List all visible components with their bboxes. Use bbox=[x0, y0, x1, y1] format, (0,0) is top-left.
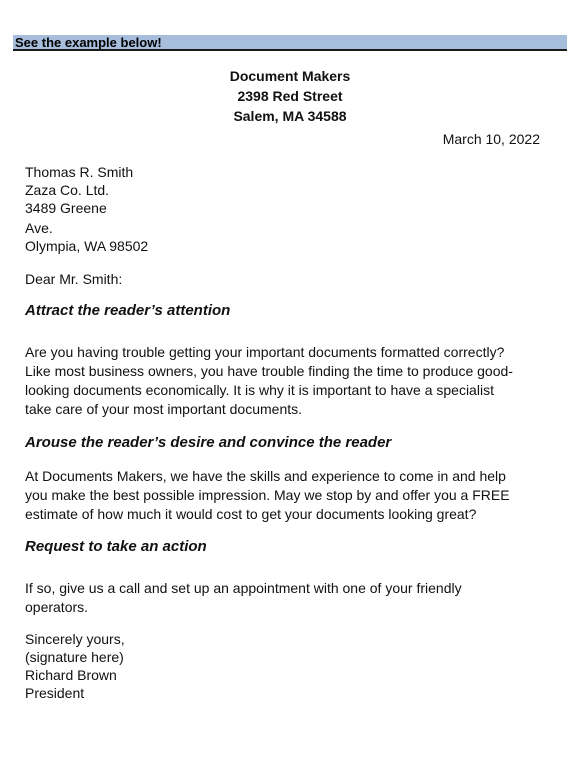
sender-city: Salem, MA 34588 bbox=[233, 108, 347, 124]
body-line: looking documents economically. It is why it is important to have a specialist bbox=[25, 382, 494, 398]
recipient-street-line1: 3489 Greene bbox=[25, 200, 107, 216]
greeting: Dear Mr. Smith: bbox=[25, 271, 123, 287]
section-body-attention bbox=[25, 343, 550, 419]
section-body-action bbox=[25, 579, 550, 617]
letter-date: March 10, 2022 bbox=[442, 131, 540, 147]
recipient-address bbox=[25, 163, 148, 257]
signer-name: Richard Brown bbox=[25, 667, 117, 683]
body-line: estimate of how much it would cost to get your documents looking great? bbox=[25, 506, 477, 522]
body-line: you make the best possible impression. May we stop by and offer you a FREE bbox=[25, 487, 510, 503]
sender-street: 2398 Red Street bbox=[237, 88, 343, 104]
section-heading-attention: Attract the reader’s attention bbox=[25, 302, 231, 319]
body-line: operators. bbox=[25, 599, 89, 615]
body-line: Are you having trouble getting your important documents formatted correctly? bbox=[25, 344, 505, 360]
recipient-street-line2: Ave. bbox=[25, 220, 53, 236]
recipient-company: Zaza Co. Ltd. bbox=[25, 182, 110, 198]
section-heading-desire: Arouse the reader’s desire and convince the reader bbox=[25, 434, 392, 451]
section-body-desire bbox=[25, 467, 550, 524]
sender-address bbox=[0, 66, 580, 126]
valediction: Sincerely yours, bbox=[25, 631, 125, 647]
body-line: At Documents Makers, we have the skills and experience to come in and help bbox=[25, 468, 506, 484]
recipient-name: Thomas R. Smith bbox=[25, 164, 134, 180]
letter-closing bbox=[25, 630, 125, 702]
body-line: If so, give us a call and set up an appointment with one of your friendly bbox=[25, 580, 462, 596]
signer-title: President bbox=[25, 685, 85, 701]
section-heading-action: Request to take an action bbox=[25, 538, 207, 555]
recipient-city: Olympia, WA 98502 bbox=[25, 238, 149, 254]
example-banner: See the example below! bbox=[13, 35, 567, 51]
body-line: Like most business owners, you have trouble finding the time to produce good- bbox=[25, 363, 513, 379]
body-line: take care of your most important documents. bbox=[25, 401, 303, 417]
sender-name: Document Makers bbox=[229, 68, 351, 84]
signature-placeholder: (signature here) bbox=[25, 649, 124, 665]
